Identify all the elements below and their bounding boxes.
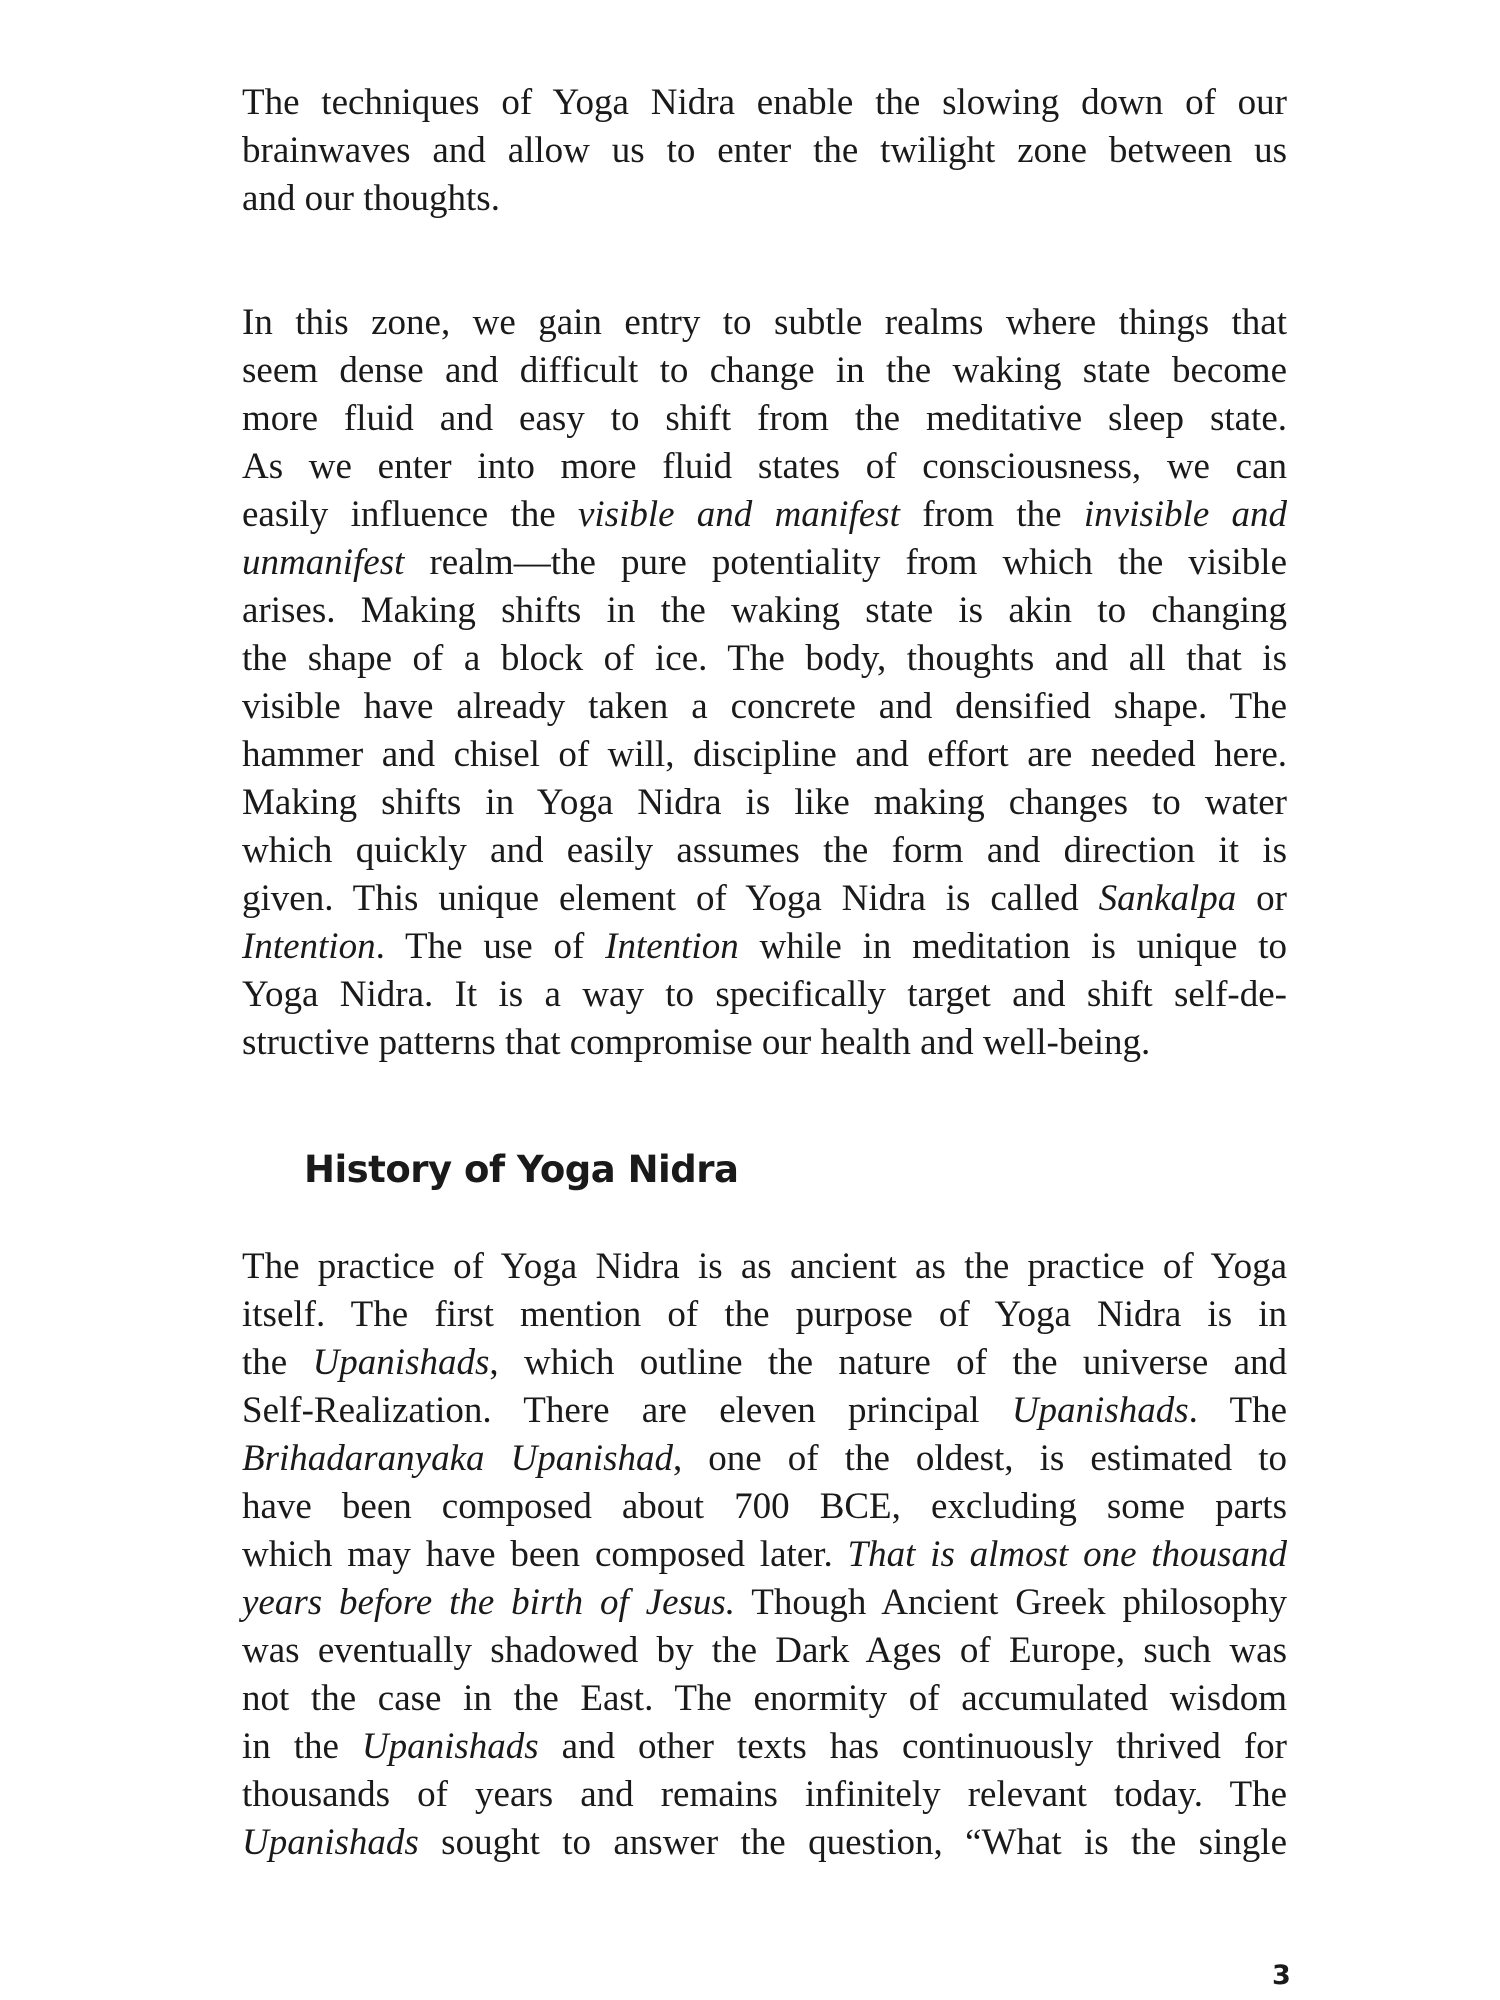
text-line <box>242 79 1287 127</box>
text-line <box>242 587 1287 635</box>
text-run: sought to answer the question, “What is the single <box>418 1822 1287 1863</box>
paragraph-intro <box>242 79 1287 223</box>
text-line <box>242 827 1287 875</box>
text-line <box>242 875 1287 923</box>
text-line <box>242 1339 1287 1387</box>
text-run: arises. Making shifts in the waking state is akin to changing <box>242 590 1287 631</box>
text-line <box>242 395 1287 443</box>
text-run: not the case in the East. The enormity of accumulated wisdom <box>242 1678 1287 1719</box>
text-line <box>242 923 1287 971</box>
italic-text: Sankalpa <box>1098 878 1237 919</box>
text-run: In this zone, we gain entry to subtle realms where things that <box>242 302 1287 343</box>
text-run: Making shifts in Yoga Nidra is like making changes to water <box>242 782 1287 823</box>
text-line <box>242 1019 1287 1067</box>
text-run: Self-Realization. There are eleven principal <box>242 1390 1012 1431</box>
text-run: which quickly and easily assumes the form and direction it is <box>242 830 1287 871</box>
text-line <box>242 1579 1287 1627</box>
italic-text: Upanishads <box>361 1726 539 1767</box>
italic-text: years before the birth of Jesus. <box>242 1582 736 1623</box>
text-line <box>242 1243 1287 1291</box>
text-line <box>242 539 1287 587</box>
text-line <box>242 299 1287 347</box>
text-run: the shape of a block of ice. The body, thoughts and all that is <box>242 638 1287 679</box>
text-run: Though Ancient Greek philosophy <box>735 1582 1287 1623</box>
text-run: the <box>242 1342 313 1383</box>
italic-text: Upanishads <box>242 1822 419 1863</box>
text-run: itself. The first mention of the purpose of Yoga Nidra is in <box>242 1294 1287 1335</box>
italic-text: invisible and <box>1083 494 1288 535</box>
text-run: visible have already taken a concrete and densified shape. The <box>242 686 1287 727</box>
italic-text: unmanifest <box>242 542 405 583</box>
text-run: in the <box>242 1726 362 1767</box>
text-run: realm—the pure potentiality from which the visible <box>404 542 1287 583</box>
section-heading: History of Yoga Nidra <box>304 1148 739 1191</box>
text-run: . The use of <box>375 926 606 967</box>
text-run: was eventually shadowed by the Dark Ages of Europe, such was <box>242 1630 1287 1671</box>
text-run: from the <box>899 494 1084 535</box>
text-line <box>242 1387 1287 1435</box>
text-line <box>242 779 1287 827</box>
text-line <box>242 1291 1287 1339</box>
text-run: and our thoughts. <box>242 178 500 219</box>
text-run: thousands of years and remains infinitely relevant today. The <box>242 1774 1287 1815</box>
text-line <box>242 347 1287 395</box>
italic-text: visible and manifest <box>577 494 900 535</box>
text-run: The techniques of Yoga Nidra enable the slowing down of our <box>242 82 1287 123</box>
italic-text: That is almost one thousand <box>847 1534 1287 1575</box>
italic-text: Upanishads <box>312 1342 490 1383</box>
text-line <box>242 1627 1287 1675</box>
text-line <box>242 971 1287 1019</box>
text-run: more fluid and easy to shift from the meditative sleep state. <box>242 398 1287 439</box>
text-line <box>242 1435 1287 1483</box>
text-line <box>242 1483 1287 1531</box>
text-run: and other texts has continuously thrived for <box>538 1726 1287 1767</box>
italic-text: Brihadaranyaka Upanishad <box>242 1438 673 1479</box>
text-run: easily influence the <box>242 494 578 535</box>
text-line <box>242 1819 1287 1867</box>
text-line <box>242 635 1287 683</box>
text-line <box>242 175 1287 223</box>
text-line <box>242 443 1287 491</box>
text-line <box>242 683 1287 731</box>
paragraph-sankalpa <box>242 299 1287 1067</box>
italic-text: Intention <box>242 926 376 967</box>
text-run: have been composed about 700 BCE, excluding some parts <box>242 1486 1287 1527</box>
text-run: while in meditation is unique to <box>738 926 1288 967</box>
italic-text: Upanishads <box>1011 1390 1189 1431</box>
paragraph-history <box>242 1243 1287 1867</box>
text-run: seem dense and difficult to change in the waking state become <box>242 350 1287 391</box>
text-run: brainwaves and allow us to enter the twilight zone between us <box>242 130 1287 171</box>
text-line <box>242 127 1287 175</box>
text-run: or <box>1236 878 1287 919</box>
text-run: The practice of Yoga Nidra is as ancient as the practice of Yoga <box>242 1246 1287 1287</box>
text-run: hammer and chisel of will, discipline and effort are needed here. <box>242 734 1287 775</box>
text-run: Yoga Nidra. It is a way to specifically target and shift self-de- <box>242 974 1287 1015</box>
text-run: which may have been composed later. <box>242 1534 848 1575</box>
page-number: 3 <box>1272 1960 1291 1991</box>
text-line <box>242 1723 1287 1771</box>
text-line <box>242 1675 1287 1723</box>
text-run: , which outline the nature of the universe and <box>489 1342 1288 1383</box>
text-line <box>242 491 1287 539</box>
text-line <box>242 1531 1287 1579</box>
text-line <box>242 1771 1287 1819</box>
text-run: , one of the oldest, is estimated to <box>672 1438 1287 1479</box>
italic-text: Intention <box>605 926 739 967</box>
text-run: As we enter into more fluid states of consciousness, we can <box>242 446 1287 487</box>
text-line <box>242 731 1287 779</box>
text-run: structive patterns that compromise our health and well-being. <box>242 1022 1151 1063</box>
text-run: . The <box>1188 1390 1287 1431</box>
text-run: given. This unique element of Yoga Nidra is called <box>242 878 1099 919</box>
